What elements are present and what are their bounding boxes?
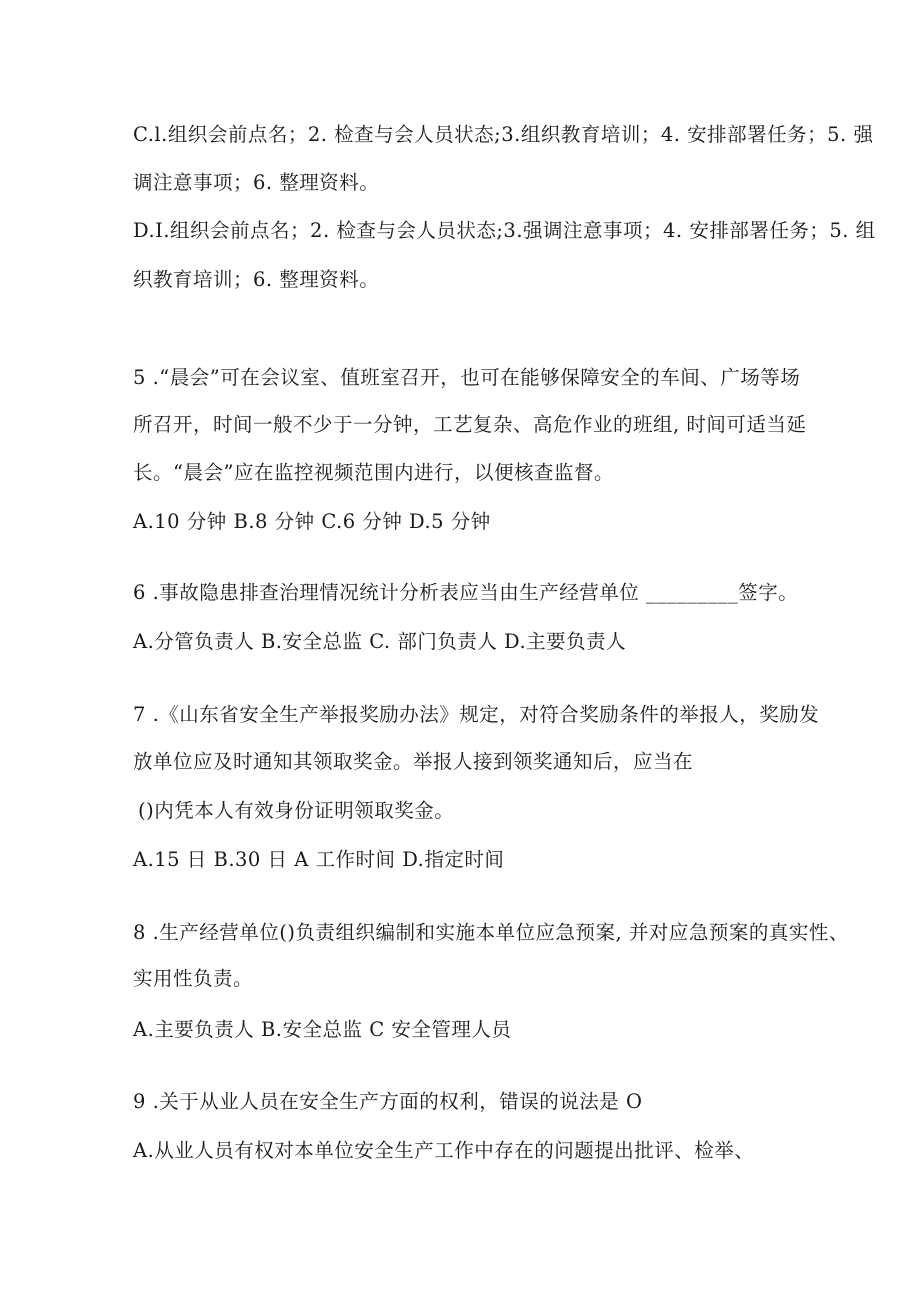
q4-option-d-line1: D.I.组织会前点名；2. 检查与会人员状态;3.强调注意事项；4. 安排部署任务；5. 组: [133, 219, 876, 242]
q8-line2: 实用性负责。: [133, 967, 254, 990]
q4-option-d-line2: 织教育培训；6. 整理资料。: [133, 268, 380, 291]
q8-line1: 8 .生产经营单位()负责组织编制和实施本单位应急预案, 并对应急预案的真实性、: [133, 921, 849, 944]
q6-line1: 6 .事故隐患排查治理情况统计分析表应当由生产经营单位 _________签字。: [133, 581, 799, 604]
q7-line3: ()内凭本人有效身份证明领取奖金。: [138, 799, 455, 822]
q7-line2: 放单位应及时通知其领取奖金。举报人接到领奖通知后，应当在: [133, 750, 694, 773]
q7-line1: 7 .《山东省安全生产举报奖励办法》规定，对符合奖励条件的举报人，奖励发: [133, 703, 820, 726]
q5-options: A.10 分钟 B.8 分钟 C.6 分钟 D.5 分钟: [133, 510, 491, 533]
q9-option-a-line1: A.从业人员有权对本单位安全生产工作中存在的问题提出批评、检举、: [133, 1139, 755, 1162]
q6-options: A.分管负责人 B.安全总监 C. 部门负责人 D.主要负责人: [133, 630, 627, 653]
q7-options: A.15 日 B.30 日 A 工作时间 D.指定时间: [133, 848, 505, 871]
q4-option-c-line2: 调注意事项；6. 整理资料。: [133, 171, 380, 194]
q8-options: A.主要负责人 B.安全总监 C 安全管理人员: [133, 1018, 512, 1041]
q4-option-c-line1: C.l.组织会前点名；2. 检查与会人员状态;3.组织教育培训；4. 安排部署任务；5. 强: [133, 123, 874, 146]
q5-line1: 5 .“晨会”可在会议室、值班室召开，也可在能够保障安全的车间、广场等场: [133, 366, 801, 389]
q5-line3: 长。“晨会”应在监控视频范围内进行，以便核查监督。: [133, 461, 614, 484]
q5-line2: 所召开，时间一般不少于一分钟，工艺复杂、高危作业的班组, 时间可适当延: [133, 413, 807, 436]
q9-line1: 9 .关于从业人员在安全生产方面的权利，错误的说法是 O: [133, 1090, 643, 1113]
